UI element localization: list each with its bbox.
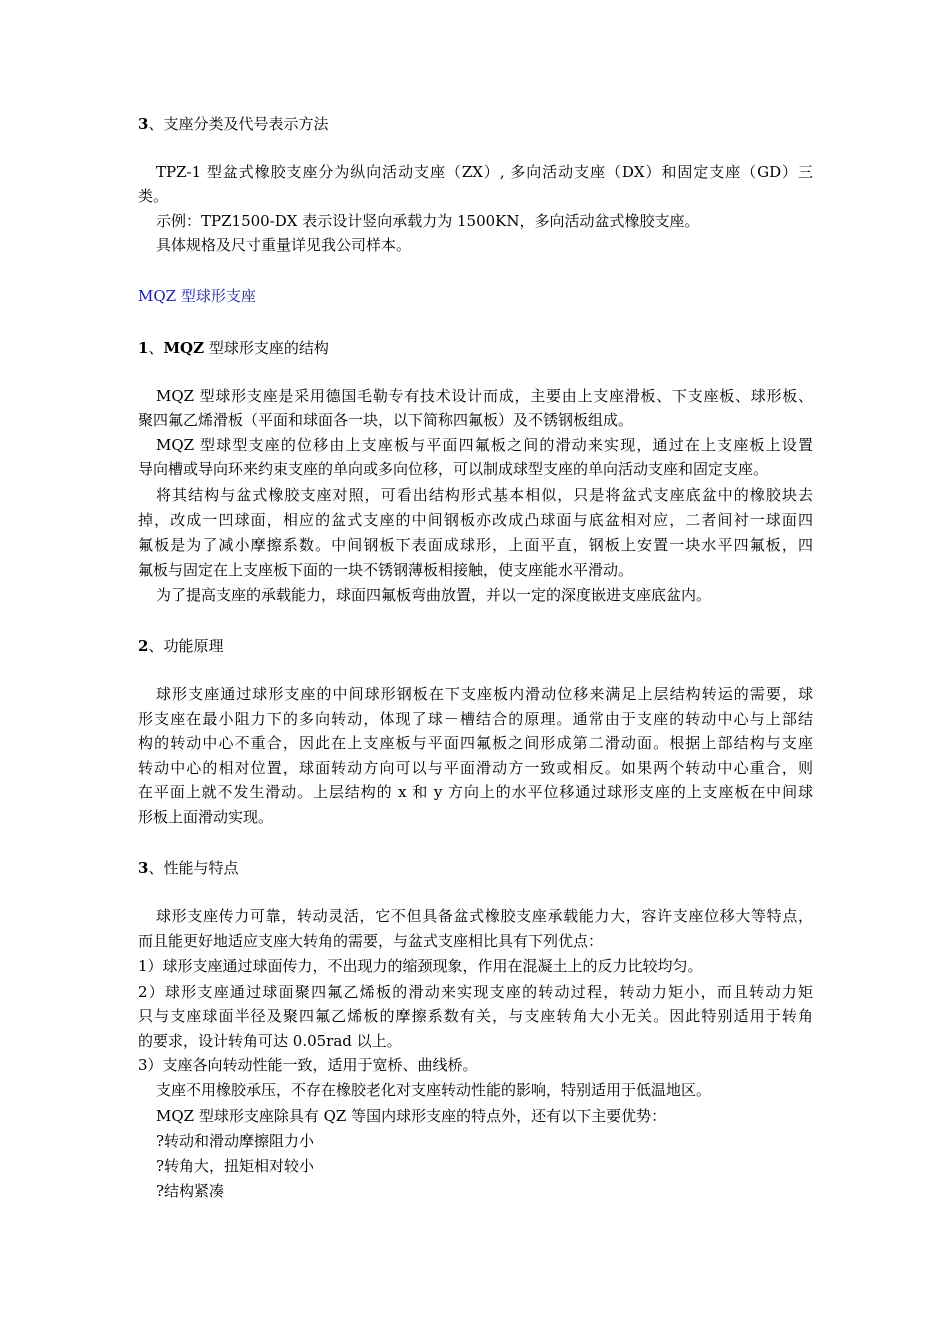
- paragraph-line: TPZ-1 型盆式橡胶支座分为纵向活动支座（ZX）, 多向活动支座（DX）和固定支座（GD）三: [156, 163, 813, 181]
- section-number: 2: [138, 637, 149, 655]
- section-number: 1: [138, 339, 149, 357]
- paragraph-line: 示例：TPZ1500-DX 表示设计竖向承载力为 1500KN，多向活动盆式橡胶支座。: [156, 212, 700, 230]
- section-title: 、支座分类及代号表示方法: [148, 115, 329, 133]
- paragraph-line: 而且能更好地适应支座大转角的需要，与盆式支座相比具有下列优点：: [138, 932, 604, 950]
- paragraph-line: MQZ 型球形支座除具有 QZ 等国内球形支座的特点外，还有以下主要优势：: [156, 1107, 667, 1125]
- paragraph-line: 形支座在最小阻力下的多向转动，体现了球－槽结合的原理。通常由于支座的转动中心与上部结: [138, 710, 813, 728]
- advantage-item: ?转角大，扭矩相对较小: [156, 1157, 315, 1175]
- paragraph-line: 只与支座球面半径及聚四氟乙烯板的摩擦系数有关，与支座转角大小无关。因此特别适用于转角: [138, 1007, 813, 1025]
- section-heading-features: [138, 856, 238, 880]
- section-number: 3: [138, 115, 149, 133]
- section-heading-classification: [138, 112, 328, 136]
- list-item: 1）球形支座通过球面传力，不出现力的缩颈现象，作用在混凝土上的反力比较均匀。: [138, 957, 703, 975]
- mqz-heading-link[interactable]: MQZ 型球形支座: [138, 287, 256, 305]
- paragraph-line: 的要求，设计转角可达 0.05rad 以上。: [138, 1032, 402, 1050]
- paragraph-line: 类。: [138, 187, 169, 205]
- section-heading-principle: [138, 634, 223, 658]
- paragraph-line: 球形支座传力可靠，转动灵活，它不但具备盆式橡胶支座承载能力大，容许支座位移大等特点，: [156, 907, 813, 925]
- paragraph-line: 掉，改成一凹球面，相应的盆式支座的中间钢板亦改成凸球面与底盆相对应，二者间衬一球面四: [138, 511, 813, 529]
- paragraph-line: 在平面上就不发生滑动。上层结构的 x 和 y 方向上的水平位移通过球形支座的上支座板在中间球: [138, 783, 813, 801]
- paragraph-line: 球形支座通过球形支座的中间球形钢板在下支座板内滑动位移来满足上层结构转运的需要，球: [156, 685, 813, 703]
- advantage-item: ?转动和滑动摩擦阻力小: [156, 1132, 315, 1150]
- paragraph-line: 聚四氟乙烯滑板（平面和球面各一块，以下简称四氟板）及不锈钢板组成。: [138, 411, 634, 429]
- paragraph-line: 导向槽或导向环来约束支座的单向或多向位移，可以制成球型支座的单向活动支座和固定支座。: [138, 460, 769, 478]
- section-title: 、功能原理: [148, 637, 224, 655]
- paragraph-line: MQZ 型球形支座是采用德国毛勒专有技术设计而成，主要由上支座滑板、下支座板、球形板、: [156, 387, 813, 405]
- section-bold-term: MQZ: [163, 339, 205, 357]
- paragraph-line: 构的转动中心不重合，因此在上支座板与平面四氟板之间形成第二滑动面。根据上部结构与支座: [138, 734, 813, 752]
- paragraph-line: 形板上面滑动实现。: [138, 808, 274, 826]
- paragraph-line: 为了提高支座的承载能力，球面四氟板弯曲放置，并以一定的深度嵌进支座底盆内。: [156, 586, 712, 604]
- paragraph-line: 氟板是为了减小摩擦系数。中间钢板下表面成球形，上面平直，钢板上安置一块水平四氟板，四: [138, 536, 813, 554]
- paragraph-line: 具体规格及尺寸重量详见我公司样本。: [156, 236, 412, 254]
- paragraph-line: 转动中心的相对位置，球面转动方向可以与平面滑动方一致或相反。如果两个转动中心重合，则: [138, 759, 813, 777]
- section-title: 、性能与特点: [148, 859, 239, 877]
- section-title: 型球形支座的结构: [204, 339, 329, 357]
- advantage-item: ?结构紧凑: [156, 1182, 225, 1200]
- section-separator: 、: [148, 339, 164, 357]
- paragraph-line: 将其结构与盆式橡胶支座对照，可看出结构形式基本相似，只是将盆式支座底盆中的橡胶块去: [156, 486, 813, 504]
- list-item: 3）支座各向转动性能一致，适用于宽桥、曲线桥。: [138, 1056, 478, 1074]
- paragraph-line: 支座不用橡胶承压，不存在橡胶老化对支座转动性能的影响，特别适用于低温地区。: [156, 1081, 712, 1099]
- section-number: 3: [138, 859, 149, 877]
- paragraph-line: MQZ 型球型支座的位移由上支座板与平面四氟板之间的滑动来实现，通过在上支座板上设置: [156, 436, 813, 454]
- list-item: 2）球形支座通过球面聚四氟乙烯板的滑动来实现支座的转动过程，转动力矩小，而且转动力矩: [138, 983, 813, 1001]
- section-heading-structure: [138, 336, 329, 360]
- paragraph-line: 氟板与固定在上支座板下面的一块不锈钢薄板相接触，使支座能水平滑动。: [138, 561, 634, 579]
